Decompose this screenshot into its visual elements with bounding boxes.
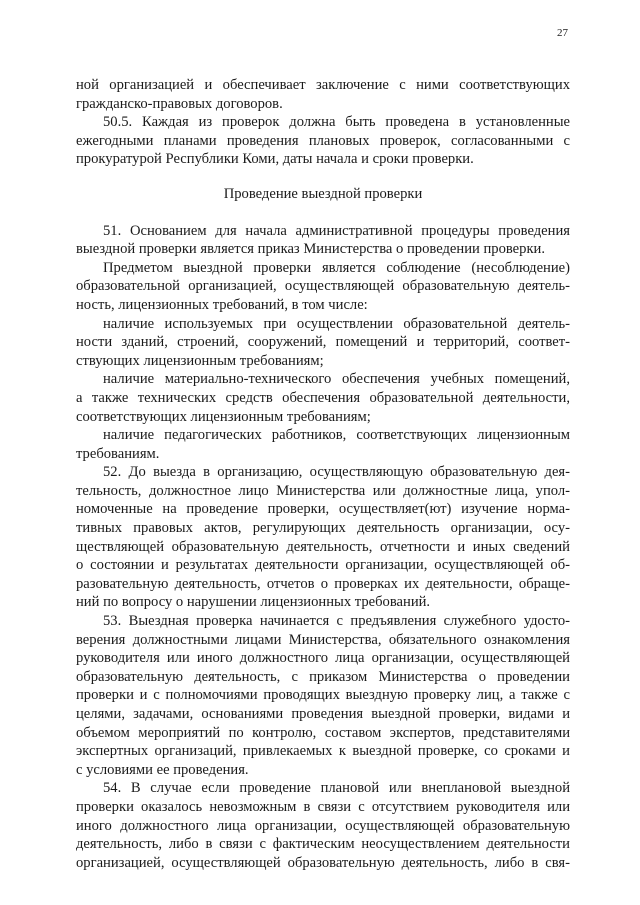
document-body [76, 76, 570, 872]
text-line: деятельность, либо в связи с фактическим неосуществлением деятельности [76, 836, 570, 853]
text-line: проверки и с полномочиями проводящих выездную проверку лиц, а также с [76, 687, 570, 704]
text-line: ществляющей образовательную деятельность, отчетности и иных сведений [76, 538, 570, 555]
text-line: проверки оказалось невозможным в связи с отсутствием руководителя или [76, 798, 570, 815]
text-line: тивных правовых актов, регулирующих деятельность организации, осу- [76, 520, 570, 537]
text-line: о состоянии и результатах деятельности организации, осуществляющей об- [76, 557, 570, 574]
text-line: 50.5. Каждая из проверок должна быть проведена в установленные [103, 114, 570, 131]
paragraph-requirement-buildings [76, 315, 570, 371]
text-line: а также технических средств обеспечения образовательной деятельности, [76, 389, 570, 406]
text-line: образовательную деятельность, с приказом Министерства о проведении [76, 668, 570, 685]
paragraph-requirement-staff [76, 426, 570, 463]
page-number: 27 [557, 27, 568, 39]
section-heading: Проведение выездной проверки [223, 185, 423, 202]
text-line: 53. Выездная проверка начинается с предъявления служебного удосто- [103, 613, 570, 630]
text-line: наличие педагогических работников, соответствующих лицензионным [103, 427, 570, 444]
paragraph-52 [76, 463, 570, 612]
text-line: соответствующих лицензионным требованиям; [76, 408, 371, 425]
text-line: наличие используемых при осуществлении образовательной деятель- [103, 315, 570, 332]
text-line: тельность, должностное лицо Министерства или должностные лица, упол- [76, 482, 570, 499]
text-line: наличие материально-технического обеспечения учебных помещений, [103, 371, 570, 388]
text-line: гражданско-правовых договоров. [76, 95, 283, 112]
text-line: объемом мероприятий по контролю, составом экспертов, представителями [76, 724, 570, 741]
text-line: 52. До выезда в организацию, осуществляющую образовательную дея- [103, 464, 570, 481]
text-line: 54. В случае если проведение плановой или внеплановой выездной [103, 780, 570, 797]
text-line: ний по вопросу о нарушении лицензионных требований. [76, 594, 431, 611]
text-line: с условиями ее проведения. [76, 761, 249, 778]
paragraph-51 [76, 222, 570, 259]
text-line: ности зданий, строений, сооружений, помещений и территорий, соответ- [76, 334, 570, 351]
text-line: Предметом выездной проверки является соблюдение (несоблюдение) [103, 259, 570, 276]
text-line: руководителя или иного должностного лица организации, осуществляющей [76, 650, 570, 667]
paragraph-subject [76, 259, 570, 315]
text-line: номоченные на проведение проверки, осуществляет(ют) изучение норма- [76, 501, 570, 518]
text-line: экспертных организаций, привлекаемых к выездной проверке, со сроками и [76, 743, 570, 760]
text-line: прокуратурой Республики Коми, даты начала и сроки проверки. [76, 151, 474, 168]
paragraph-50-5 [76, 113, 570, 169]
paragraph-54 [76, 779, 570, 872]
text-line: целями, задачами, основаниями проведения выездной проверки, видами и [76, 706, 570, 722]
text-line: ежегодными планами проведения плановых проверок, согласованными с [76, 132, 570, 149]
text-line: образовательной организацией, осуществляющей образовательную деятель- [76, 278, 570, 295]
text-line: требованиям. [76, 445, 160, 462]
text-line: выездной проверки является приказ Министерства о проведении проверки. [76, 241, 545, 258]
paragraph-requirement-equipment [76, 370, 570, 426]
text-line: ность, лицензионных требований, в том числе: [76, 296, 368, 313]
text-line: 51. Основанием для начала административной процедуры проведения [103, 222, 570, 239]
text-line: ной организацией и обеспечивает заключение с ними соответствующих [76, 77, 570, 93]
text-line: иного должностного лица организации, осуществляющей образовательную [76, 817, 570, 834]
text-line: ствующих лицензионным требованиям; [76, 352, 324, 369]
text-line: разовательную деятельность, отчетов о проверках их деятельности, обраще- [76, 575, 570, 592]
paragraph-continuation [76, 76, 570, 113]
paragraph-53 [76, 612, 570, 779]
text-line: организацией, осуществляющей образовательную деятельность, либо в свя- [76, 854, 570, 871]
text-line: верения должностными лицами Министерства, обязательного ознакомления [76, 631, 570, 648]
